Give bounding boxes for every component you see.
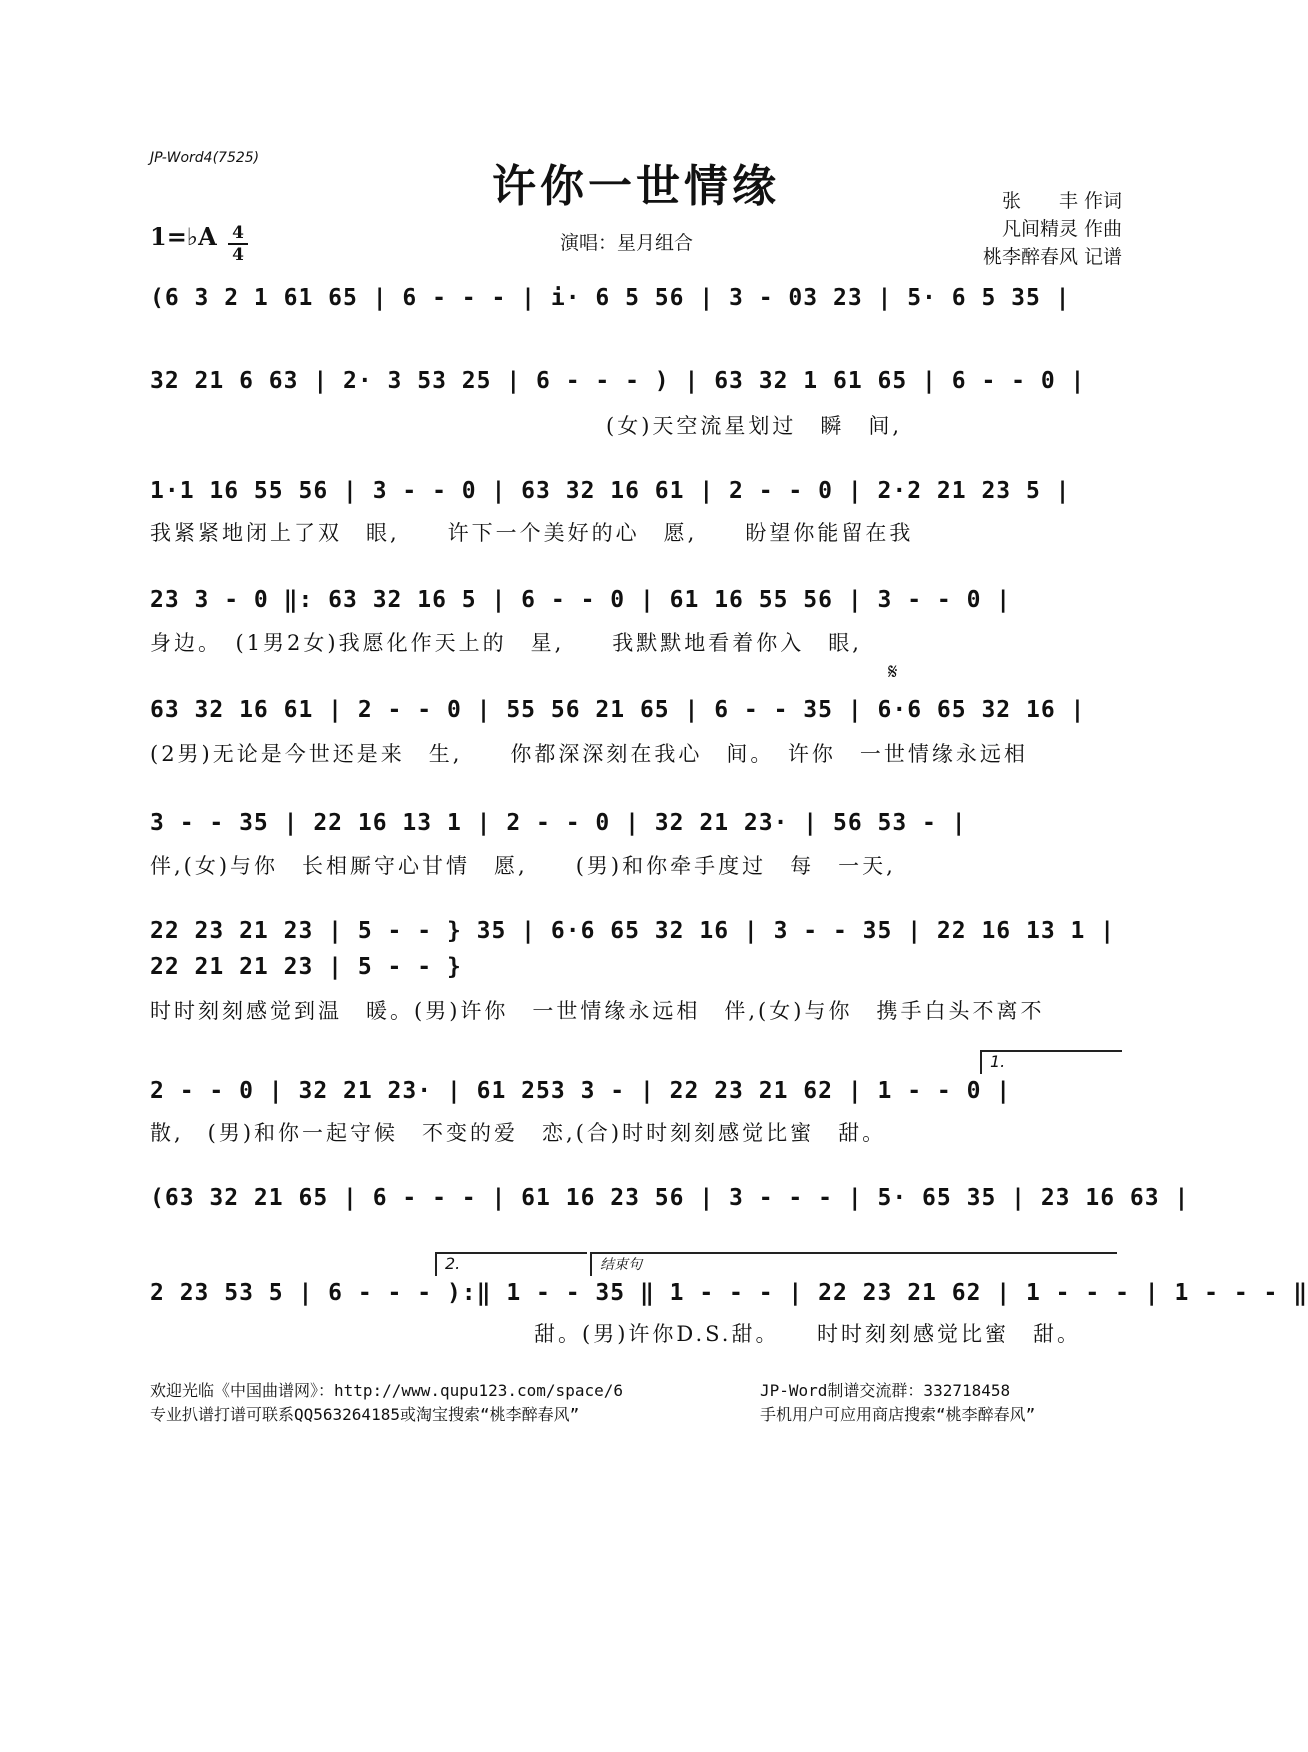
transcriber-credit: 桃李醉春风 记谱 — [982, 246, 1122, 268]
lyrics-row-3: 我紧紧地闭上了双 眼, 许下一个美好的心 愿, 盼望你能留在我 — [150, 521, 914, 545]
lyrics-row-7: 时时刻刻感觉到温 暖。(男)许你 一世情缘永远相 伴,(女)与你 携手白头不离不 — [150, 999, 1045, 1023]
lyrics-row-4: 身边。 (1男2女)我愿化作天上的 星, 我默默地看着你入 眼, — [150, 631, 862, 655]
lyrics-row-5: (2男)无论是今世还是来 生, 你都深深刻在我心 间。 许你 一世情缘永远相 — [150, 742, 1028, 766]
notation-row-2: 32 21 6 63 | 2· 3 53 25 | 6 - - - ) | 63 32 1 61 65 | 6 - - 0 | — [150, 368, 1086, 394]
notation-row-6: 3 - - 35 | 22 16 13 1 | 2 - - 0 | 32 21 23· | 56 53 - | — [150, 810, 967, 836]
lyrics-row-10: 甜。(男)许你D.S.甜。 时时刻刻感觉比蜜 甜。 — [150, 1322, 1081, 1346]
footer-contact: 专业扒谱打谱可联系QQ563264185或淘宝搜索“桃李醉春风” — [150, 1405, 580, 1424]
lyrics-row-6: 伴,(女)与你 长相厮守心甘情 愿, (男)和你牵手度过 每 一天, — [150, 854, 896, 878]
software-label: JP-Word4(7525) — [150, 150, 260, 166]
notation-row-3: 1·1 16 55 56 | 3 - - 0 | 63 32 16 61 | 2 - - 0 | 2·2 21 23 5 | — [150, 478, 1071, 504]
volta-1-label: 1. — [990, 1052, 1006, 1071]
footer-website: 欢迎光临《中国曲谱网》：http://www.qupu123.com/space/6 — [150, 1381, 623, 1400]
volta-2-label: 2. — [445, 1254, 461, 1273]
notation-row-1: (6 3 2 1 61 65 | 6 - - - | i· 6 5 56 | 3 - 03 23 | 5· 6 5 35 | — [150, 285, 1071, 311]
footer-app: 手机用户可应用商店搜索“桃李醉春风” — [760, 1405, 1036, 1424]
key-signature: 1=♭A — [150, 222, 217, 251]
song-title: 许你一世情缘 — [492, 161, 780, 212]
notation-row-9: (63 32 21 65 | 6 - - - | 61 16 23 56 | 3 - - - | 5· 65 35 | 23 16 63 | — [150, 1185, 1190, 1211]
notation-row-4: 23 3 - 0 ‖: 63 32 16 5 | 6 - - 0 | 61 16 55 56 | 3 - - 0 | — [150, 587, 1012, 613]
lyrics-row-8: 散, (男)和你一起守候 不变的爱 恋,(合)时时刻刻感觉比蜜 甜。 — [150, 1121, 887, 1145]
ending-bracket — [590, 1252, 1117, 1276]
notation-row-7-lower: 22 21 21 23 | 5 - - } — [150, 954, 462, 980]
lyrics-row-2: (女)天空流星划过 瞬 间, — [150, 414, 903, 438]
time-signature — [228, 224, 248, 264]
notation-row-5: 63 32 16 61 | 2 - - 0 | 55 56 21 65 | 6 - - 35 | 6·6 65 32 16 | — [150, 697, 1086, 723]
notation-row-8: 2 - - 0 | 32 21 23· | 61 253 3 - | 22 23 21 62 | 1 - - 0 | — [150, 1078, 1012, 1104]
notation-row-10: 2 23 53 5 | 6 - - - ):‖ 1 - - 35 ‖ 1 - - - | 22 23 21 62 | 1 - - - | 1 - - - ‖ — [150, 1280, 1308, 1306]
ending-label: 结束句 — [600, 1257, 642, 1273]
singer-label: 演唱：星月组合 — [560, 232, 694, 254]
composer-credit: 凡间精灵 作曲 — [1001, 218, 1122, 240]
time-bottom: 4 — [232, 245, 244, 265]
segno-mark: 𝄋 — [888, 660, 898, 685]
lyricist-credit: 张 丰 作词 — [1001, 190, 1122, 212]
time-top: 4 — [232, 223, 244, 243]
footer-group: JP-Word制谱交流群：332718458 — [760, 1381, 1011, 1400]
notation-row-7-upper: 22 23 21 23 | 5 - - } 35 | 6·6 65 32 16 | 3 - - 35 | 22 16 13 1 | — [150, 918, 1116, 944]
